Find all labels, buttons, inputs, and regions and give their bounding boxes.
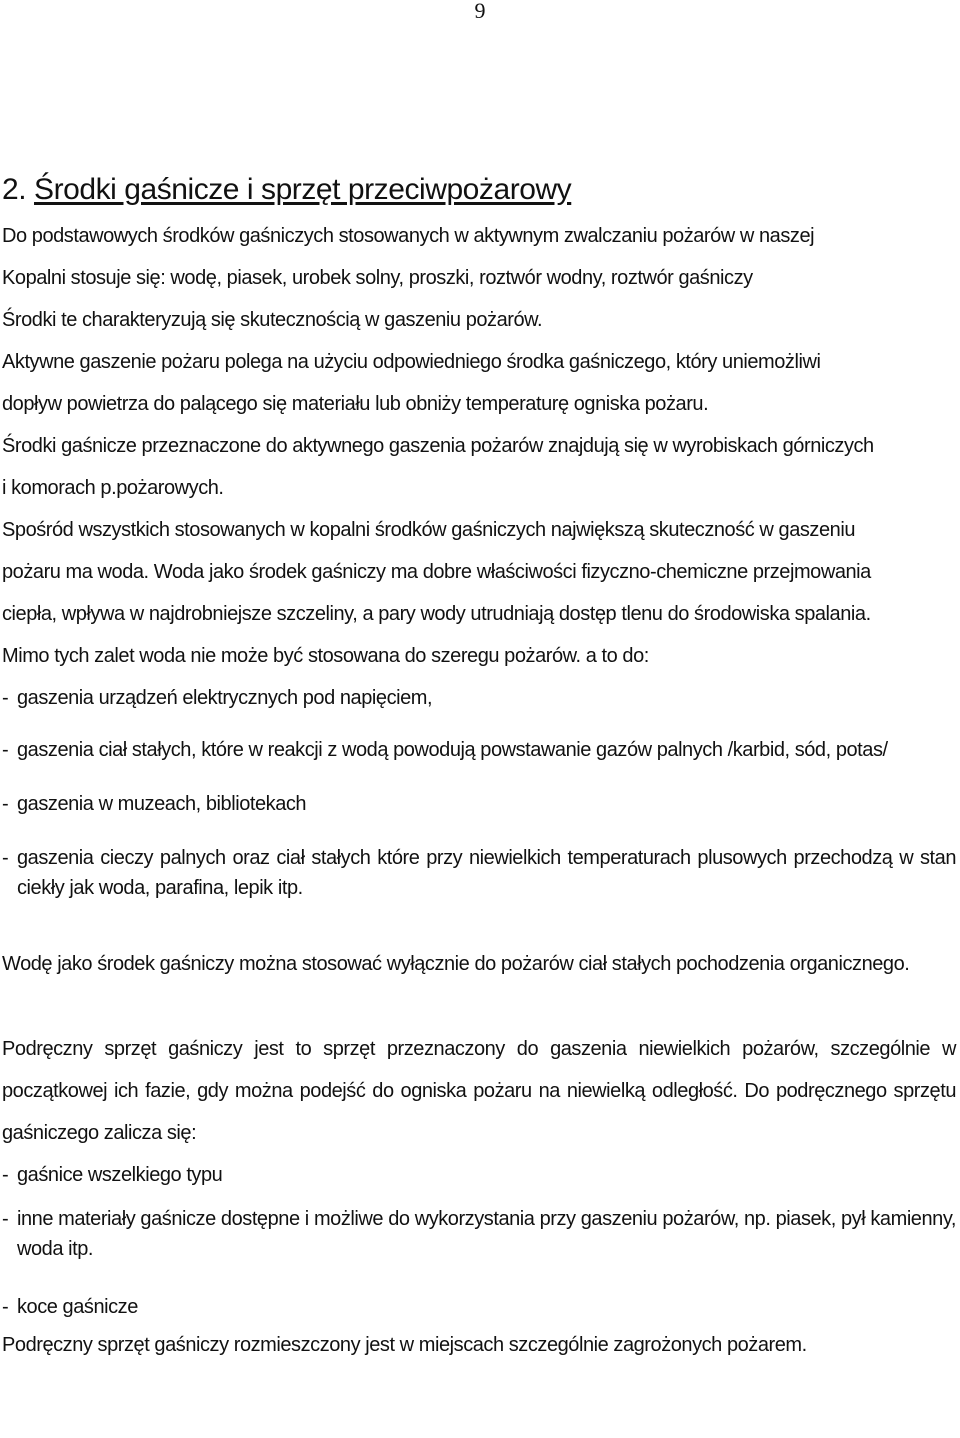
section-heading: [2, 170, 956, 210]
list-item-text: koce gaśnicze: [17, 1296, 138, 1318]
water-note: Wodę jako środek gaśniczy można stosować wyłącznie do pożarów ciał stałych pochodzenia organicznego.: [2, 953, 910, 975]
paragraph-line: Do podstawowych środków gaśniczych stosowanych w aktywnym zwalczaniu pożarów w naszej: [2, 225, 815, 247]
list-dash: -: [2, 1208, 9, 1230]
paragraph-line: Kopalni stosuje się: wodę, piasek, urobek solny, proszki, roztwór wodny, roztwór gaśniczy: [2, 267, 753, 289]
list-dash: -: [2, 739, 9, 761]
handheld-intro: Podręczny sprzęt gaśniczy jest to sprzęt przeznaczony do gaszenia niewielkich pożarów, szczególnie w początkowej ich fazie, gdy można podejść do ogniska pożaru na niewielką odległość. Do podręcznego sprzętu gaśniczego zalicza się:: [2, 1038, 956, 1144]
list-item: [2, 735, 956, 765]
list-dash: -: [2, 1296, 9, 1318]
list-item: [2, 1292, 956, 1322]
document-body: [2, 170, 956, 1366]
paragraph-line: dopływ powietrza do palącego się materiału lub obniży temperaturę ogniska pożaru.: [2, 393, 709, 415]
list-dash: -: [2, 687, 9, 709]
list-item-text: gaszenia ciał stałych, które w reakcji z wodą powodują powstawanie gazów palnych /karbid, sód, potas/: [17, 739, 888, 761]
handheld-closing: Podręczny sprzęt gaśniczy rozmieszczony jest w miejscach szczególnie zagrożonych pożarem.: [2, 1334, 807, 1356]
list-item: [2, 683, 956, 713]
list-dash: -: [2, 847, 9, 869]
paragraph-line: Spośród wszystkich stosowanych w kopalni środków gaśniczych największą skuteczność w gaszeniu: [2, 519, 855, 541]
list-dash: -: [2, 1164, 9, 1186]
list-item: [2, 843, 956, 903]
exclusions-list: [2, 683, 956, 903]
list-item: [2, 789, 956, 819]
paragraph-line: Środki te charakteryzują się skutecznością w gaszeniu pożarów.: [2, 309, 543, 331]
list-item-text: gaszenia w muzeach, bibliotekach: [17, 793, 307, 815]
list-dash: -: [2, 793, 9, 815]
list-item-text: gaszenia cieczy palnych oraz ciał stałych które przy niewielkich temperaturach plusowych przechodzą w stan ciekły jak woda, parafina, lepik itp.: [17, 847, 956, 899]
list-item: [2, 1160, 956, 1190]
paragraph-line: Środki gaśnicze przeznaczone do aktywnego gaszenia pożarów znajdują się w wyrobiskach górniczych: [2, 435, 874, 457]
paragraph-line: pożaru ma woda. Woda jako środek gaśniczy ma dobre właściwości fizyczno-chemiczne przejmowania: [2, 561, 871, 583]
list-item-text: gaśnice wszelkiego typu: [17, 1164, 223, 1186]
page-number: 9: [474, 0, 486, 23]
section-title: Środki gaśnicze i sprzęt przeciwpożarowy: [34, 173, 572, 206]
list-item-text: gaszenia urządzeń elektrycznych pod napięciem,: [17, 687, 433, 709]
paragraph-line: Mimo tych zalet woda nie może być stosowana do szeregu pożarów. a to do:: [2, 645, 649, 667]
list-item-text: inne materiały gaśnicze dostępne i możliwe do wykorzystania przy gaszeniu pożarów, np. piasek, pył kamienny, woda itp.: [17, 1208, 956, 1260]
paragraph-line: Aktywne gaszenie pożaru polega na użyciu odpowiedniego środka gaśniczego, który uniemożliwi: [2, 351, 821, 373]
handheld-list: [2, 1160, 956, 1322]
paragraph-line: ciepła, wpływa w najdrobniejsze szczeliny, a pary wody utrudniają dostęp tlenu do środowiska spalania.: [2, 603, 871, 625]
list-item: [2, 1204, 956, 1264]
paragraph-line: i komorach p.pożarowych.: [2, 477, 224, 499]
section-number: 2.: [2, 173, 27, 206]
